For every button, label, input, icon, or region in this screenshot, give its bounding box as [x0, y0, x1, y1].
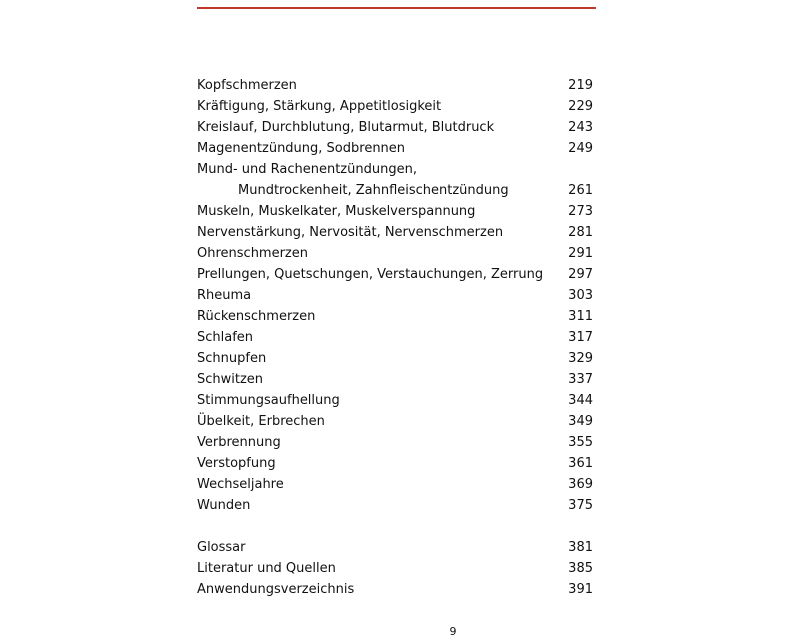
toc-entry-title: Übelkeit, Erbrechen — [197, 414, 325, 429]
toc-entry-title: Mundtrockenheit, Zahnfleischentzündung — [238, 183, 509, 198]
toc-entry — [197, 453, 593, 474]
toc-entry — [197, 495, 593, 516]
toc-entry-page: 361 — [568, 456, 593, 471]
toc-entry — [197, 558, 593, 579]
toc-entry-title: Stimmungsaufhellung — [197, 393, 340, 408]
toc-entry — [197, 201, 593, 222]
toc-entry — [197, 159, 593, 180]
toc-entry-title: Schwitzen — [197, 372, 264, 387]
toc-entry-page: 355 — [568, 435, 593, 450]
toc-entry-title: Schnupfen — [197, 351, 267, 366]
toc-entry — [197, 117, 593, 138]
toc-entry-title: Wunden — [197, 498, 251, 513]
toc-entry-page: 249 — [568, 141, 593, 156]
toc-entry — [197, 96, 593, 117]
toc-entry — [197, 243, 593, 264]
toc-entry-page: 375 — [568, 498, 593, 513]
toc-entry-title: Mund- und Rachenentzündungen, — [197, 162, 417, 177]
toc-entry-title: Muskeln, Muskelkater, Muskelverspannung — [197, 204, 476, 219]
toc-entry-title: Schlafen — [197, 330, 254, 345]
toc-entry-page: 273 — [568, 204, 593, 219]
toc-entry — [197, 264, 593, 285]
toc-entry-page: 391 — [568, 582, 593, 597]
toc-entry-page: 219 — [568, 78, 593, 93]
toc-entry-page: 344 — [568, 393, 593, 408]
toc-entry — [197, 327, 593, 348]
toc-entry-page: 349 — [568, 414, 593, 429]
header-rule — [197, 7, 596, 9]
toc-entry-title: Glossar — [197, 540, 246, 555]
toc-entry-title: Rückenschmerzen — [197, 309, 316, 324]
toc-entry-page: 317 — [568, 330, 593, 345]
toc-entry — [197, 579, 593, 600]
page-number: 9 — [449, 625, 457, 638]
toc-entry-title: Kopfschmerzen — [197, 78, 297, 93]
toc-entry — [197, 138, 593, 159]
toc-main-section — [197, 75, 593, 516]
toc-entry-page: 243 — [568, 120, 593, 135]
toc-entry-title: Verbrennung — [197, 435, 281, 450]
toc-entry-page: 337 — [568, 372, 593, 387]
toc-entry-title: Magenentzündung, Sodbrennen — [197, 141, 406, 156]
toc-entry-page: 311 — [568, 309, 593, 324]
toc-entry — [197, 369, 593, 390]
toc-entry-title: Nervenstärkung, Nervosität, Nervenschmerzen — [197, 225, 504, 240]
toc-entry — [197, 432, 593, 453]
toc-entry-page: 303 — [568, 288, 593, 303]
toc-entry-title: Rheuma — [197, 288, 252, 303]
toc-entry — [197, 285, 593, 306]
toc-entry-page: 261 — [568, 183, 593, 198]
toc-entry — [197, 411, 593, 432]
toc-entry-page: 369 — [568, 477, 593, 492]
toc-entry-title: Kräftigung, Stärkung, Appetitlosigkeit — [197, 99, 442, 114]
toc-entry-title: Kreislauf, Durchblutung, Blutarmut, Blutdruck — [197, 120, 495, 135]
toc-entry-page: 329 — [568, 351, 593, 366]
toc-entry — [197, 474, 593, 495]
toc-appendix-section — [197, 537, 593, 600]
toc-entry — [197, 222, 593, 243]
toc-entry-page: 385 — [568, 561, 593, 576]
toc-entry-page: 381 — [568, 540, 593, 555]
section-gap — [197, 516, 593, 537]
toc-entry — [197, 180, 593, 201]
toc-entry-title: Anwendungsverzeichnis — [197, 582, 355, 597]
toc-entry-title: Ohrenschmerzen — [197, 246, 308, 261]
toc-entry-page: 281 — [568, 225, 593, 240]
toc-entry — [197, 390, 593, 411]
table-of-contents — [197, 75, 593, 600]
toc-entry-title: Prellungen, Quetschungen, Verstauchungen, Zerrung — [197, 267, 544, 282]
toc-entry-page: 291 — [568, 246, 593, 261]
toc-entry-title: Wechseljahre — [197, 477, 284, 492]
toc-entry — [197, 75, 593, 96]
toc-entry — [197, 306, 593, 327]
toc-entry — [197, 537, 593, 558]
toc-entry-page: 297 — [568, 267, 593, 282]
toc-entry-page: 229 — [568, 99, 593, 114]
toc-entry — [197, 348, 593, 369]
toc-entry-title: Verstopfung — [197, 456, 276, 471]
toc-entry-title: Literatur und Quellen — [197, 561, 336, 576]
